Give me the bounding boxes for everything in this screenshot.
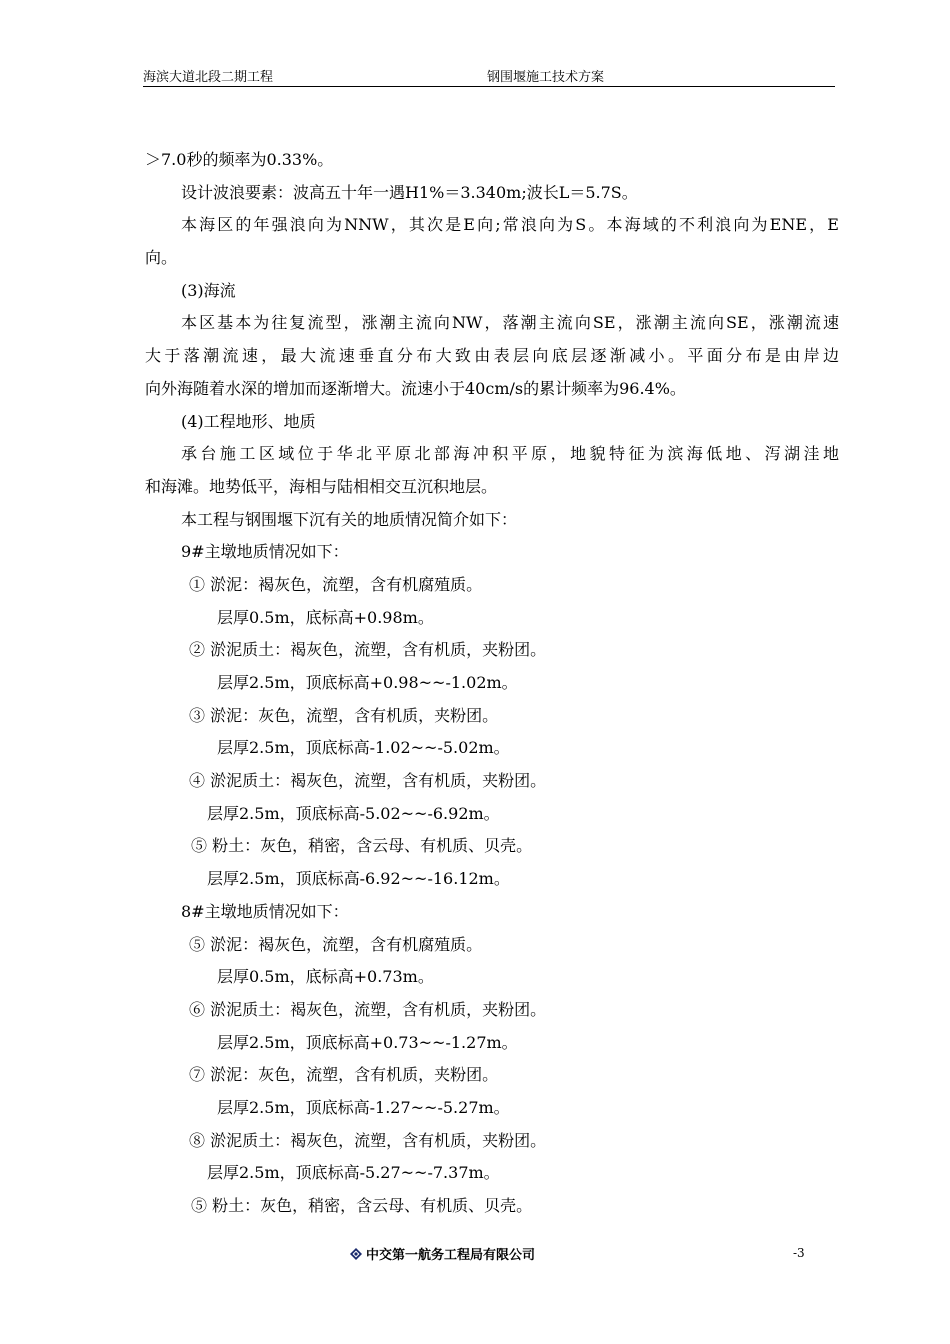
company-logo-icon — [350, 1248, 362, 1260]
document-body — [145, 144, 839, 1223]
geology-layer-item: ④ 淤泥质土：褐灰色，流塑，含有机质，夹粉团。 — [189, 771, 547, 791]
geology-layer-item: ③ 淤泥：灰色，流塑，含有机质，夹粉团。 — [189, 705, 499, 725]
text-line: 向。 — [145, 248, 178, 268]
geology-layer-item: ⑤ 淤泥：褐灰色，流塑，含有机腐殖质。 — [189, 934, 483, 954]
geology-layer-item: ⑥ 淤泥质土：褐灰色，流塑，含有机质，夹粉团。 — [189, 999, 547, 1019]
text-line: 本工程与钢围堰下沉有关的地质情况简介如下： — [181, 509, 518, 529]
text-line: 向外海随着水深的增加而逐渐增大。流速小于40cm/s的累计频率为96.4%。 — [145, 378, 686, 398]
subsection-heading: 8#主墩地质情况如下： — [181, 901, 349, 921]
header-project-title: 海滨大道北段二期工程 — [143, 70, 274, 85]
text-line: 设计波浪要素：波高五十年一遇H1%＝3.340m;波长L＝5.7S。 — [181, 182, 638, 202]
geology-layer-detail: 层厚0.5m，底标高+0.98m。 — [217, 607, 434, 627]
page-number: -3 — [793, 1246, 805, 1260]
geology-layer-detail: 层厚2.5m，顶底标高-1.02~~-5.02m。 — [217, 738, 510, 758]
section-heading: (4)工程地形、地质 — [181, 411, 316, 431]
geology-layer-detail: 层厚2.5m，顶底标高-6.92~~-16.12m。 — [207, 869, 510, 889]
page-header — [143, 66, 835, 86]
geology-layer-detail: 层厚2.5m，顶底标高-5.27~~-7.37m。 — [207, 1163, 500, 1183]
geology-layer-detail: 层厚2.5m，顶底标高+0.73~~-1.27m。 — [217, 1032, 518, 1052]
geology-layer-detail: 层厚2.5m，顶底标高-5.02~~-6.92m。 — [207, 803, 500, 823]
subsection-heading: 9#主墩地质情况如下： — [181, 542, 349, 562]
text-line: 大于落潮流速，最大流速垂直分布大致由表层向底层逐渐减小。平面分布是由岸边 — [145, 346, 839, 366]
text-line: ＞7.0秒的频率为0.33%。 — [145, 150, 334, 169]
geology-layer-item: ⑤ 粉土：灰色，稍密，含云母、有机质、贝壳。 — [191, 1196, 533, 1215]
text-line: 本区基本为往复流型，涨潮主流向NW，落潮主流向SE，涨潮主流向SE，涨潮流速 — [181, 313, 839, 333]
header-document-title: 钢围堰施工技术方案 — [487, 70, 605, 85]
geology-layer-item: ② 淤泥质土：褐灰色，流塑，含有机质，夹粉团。 — [189, 640, 547, 660]
geology-layer-detail: 层厚2.5m，顶底标高+0.98~~-1.02m。 — [217, 673, 518, 692]
geology-layer-detail: 层厚0.5m，底标高+0.73m。 — [217, 967, 434, 987]
header-divider — [143, 86, 835, 87]
geology-layer-detail: 层厚2.5m，顶底标高-1.27~~-5.27m。 — [217, 1097, 510, 1117]
geology-layer-item: ① 淤泥：褐灰色，流塑，含有机腐殖质。 — [189, 574, 483, 594]
page-footer — [0, 1244, 950, 1264]
text-line: 承台施工区域位于华北平原北部海冲积平原，地貌特征为滨海低地、泻湖洼地 — [181, 444, 839, 464]
footer-company-name: 中交第一航务工程局有限公司 — [366, 1248, 536, 1263]
geology-layer-item: ⑦ 淤泥：灰色，流塑，含有机质，夹粉团。 — [189, 1065, 499, 1085]
section-heading: (3)海流 — [181, 280, 236, 300]
text-line: 本海区的年强浪向为NNW，其次是E向;常浪向为S。本海域的不利浪向为ENE，E — [181, 215, 839, 235]
geology-layer-item: ⑧ 淤泥质土：褐灰色，流塑，含有机质，夹粉团。 — [189, 1130, 547, 1150]
geology-layer-item: ⑤ 粉土：灰色，稍密，含云母、有机质、贝壳。 — [191, 836, 533, 856]
footer-company — [350, 1244, 535, 1263]
text-line: 和海滩。地势低平，海相与陆相相交互沉积地层。 — [145, 476, 498, 496]
